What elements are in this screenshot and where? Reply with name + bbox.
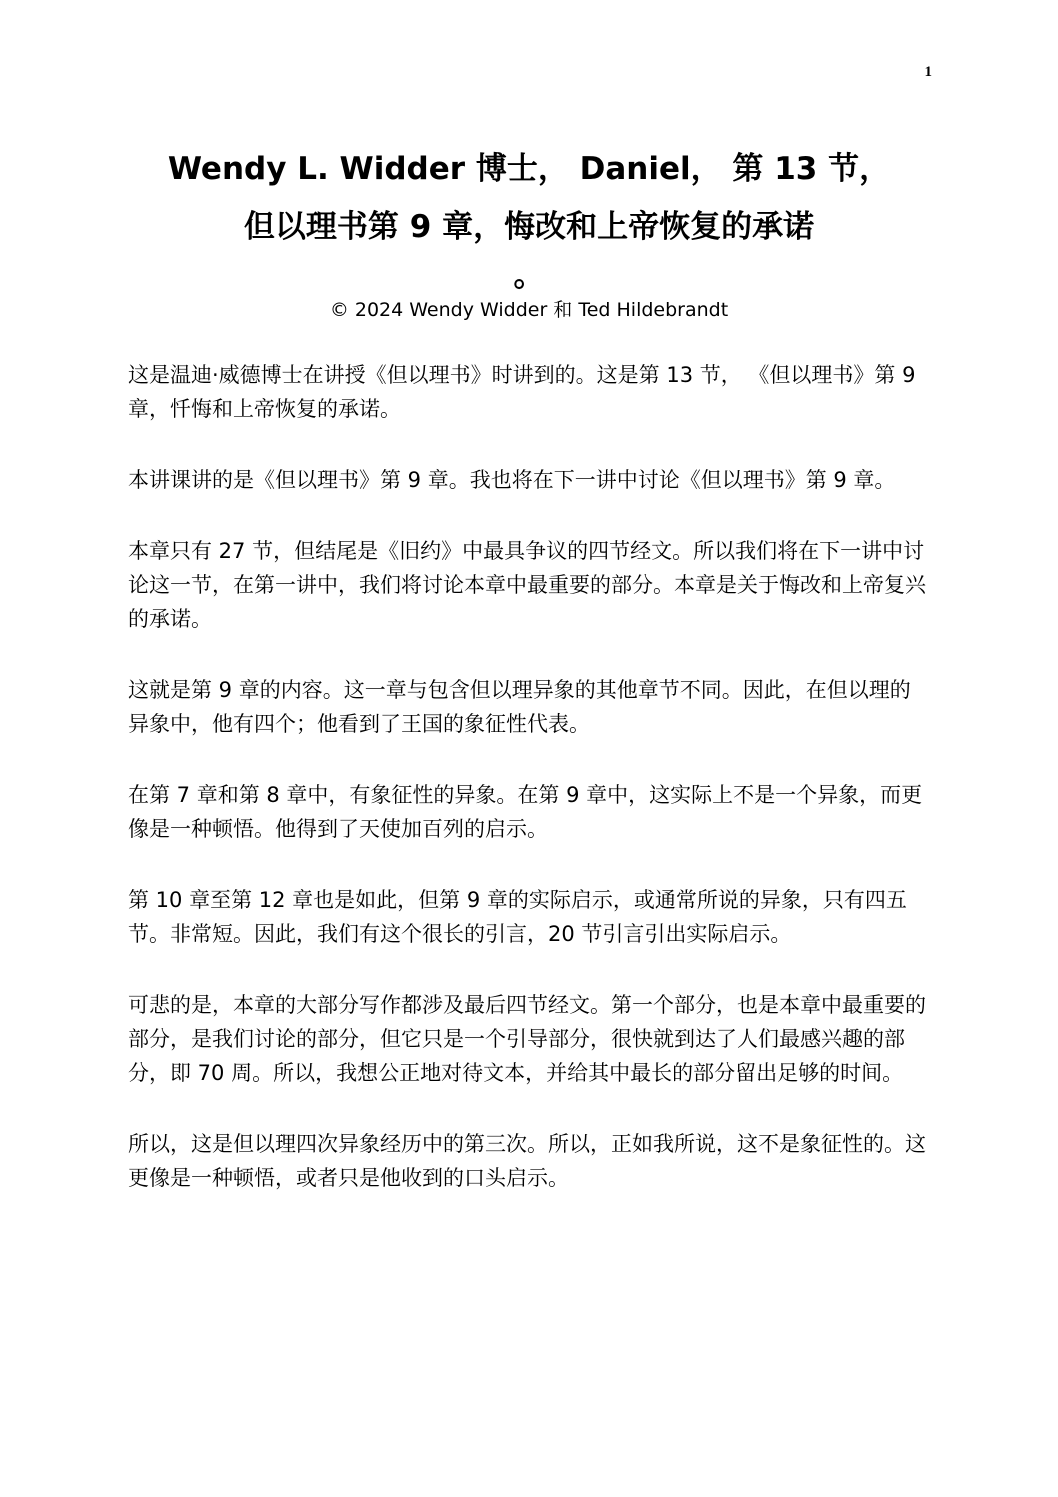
paragraph: 这是温迪·威德博士在讲授《但以理书》时讲到的。这是第 13 节， 《但以理书》第 9 章，忏悔和上帝恢复的承诺。: [128, 363, 916, 421]
title-line-2: 但以理书第 9 章，悔改和上帝恢复的承诺: [243, 209, 815, 245]
title-block: [100, 140, 958, 324]
title-line-3: 。: [513, 258, 545, 294]
paragraph: 第 10 章至第 12 章也是如此，但第 9 章的实际启示，或通常所说的异象，只有四五节。非常短。因此，我们有这个很长的引言，20 节引言引出实际启示。: [128, 888, 907, 946]
paragraph: 可悲的是，本章的大部分写作都涉及最后四节经文。第一个部分，也是本章中最重要的部分，是我们讨论的部分，但它只是一个引导部分，很快就到达了人们最感兴趣的部分，即 70 周。所以，我想公正地对待文本，并给其中最长的部分留出足够的时间。: [128, 993, 926, 1085]
page-number: 1: [924, 64, 932, 80]
body-text: [128, 358, 928, 1232]
paragraph: 所以，这是但以理四次异象经历中的第三次。所以，正如我所说，这不是象征性的。这更像是一种顿悟，或者只是他收到的口头启示。: [128, 1132, 926, 1190]
paragraph: 这就是第 9 章的内容。这一章与包含但以理异象的其他章节不同。因此，在但以理的异象中，他有四个；他看到了王国的象征性代表。: [128, 678, 911, 736]
paragraph: 在第 7 章和第 8 章中，有象征性的异象。在第 9 章中，这实际上不是一个异象，而更像是一种顿悟。他得到了天使加百列的启示。: [128, 783, 923, 841]
paragraph: 本讲课讲的是《但以理书》第 9 章。我也将在下一讲中讨论《但以理书》第 9 章。: [128, 468, 896, 492]
paragraph: 本章只有 27 节，但结尾是《旧约》中最具争议的四节经文。所以我们将在下一讲中讨论这一节，在第一讲中，我们将讨论本章中最重要的部分。本章是关于悔改和上帝复兴的承诺。: [128, 539, 926, 631]
title-line-1: Wendy L. Widder 博士， Daniel， 第 13 节，: [167, 151, 891, 187]
copyright-line: © 2024 Wendy Widder 和 Ted Hildebrandt: [329, 299, 729, 321]
